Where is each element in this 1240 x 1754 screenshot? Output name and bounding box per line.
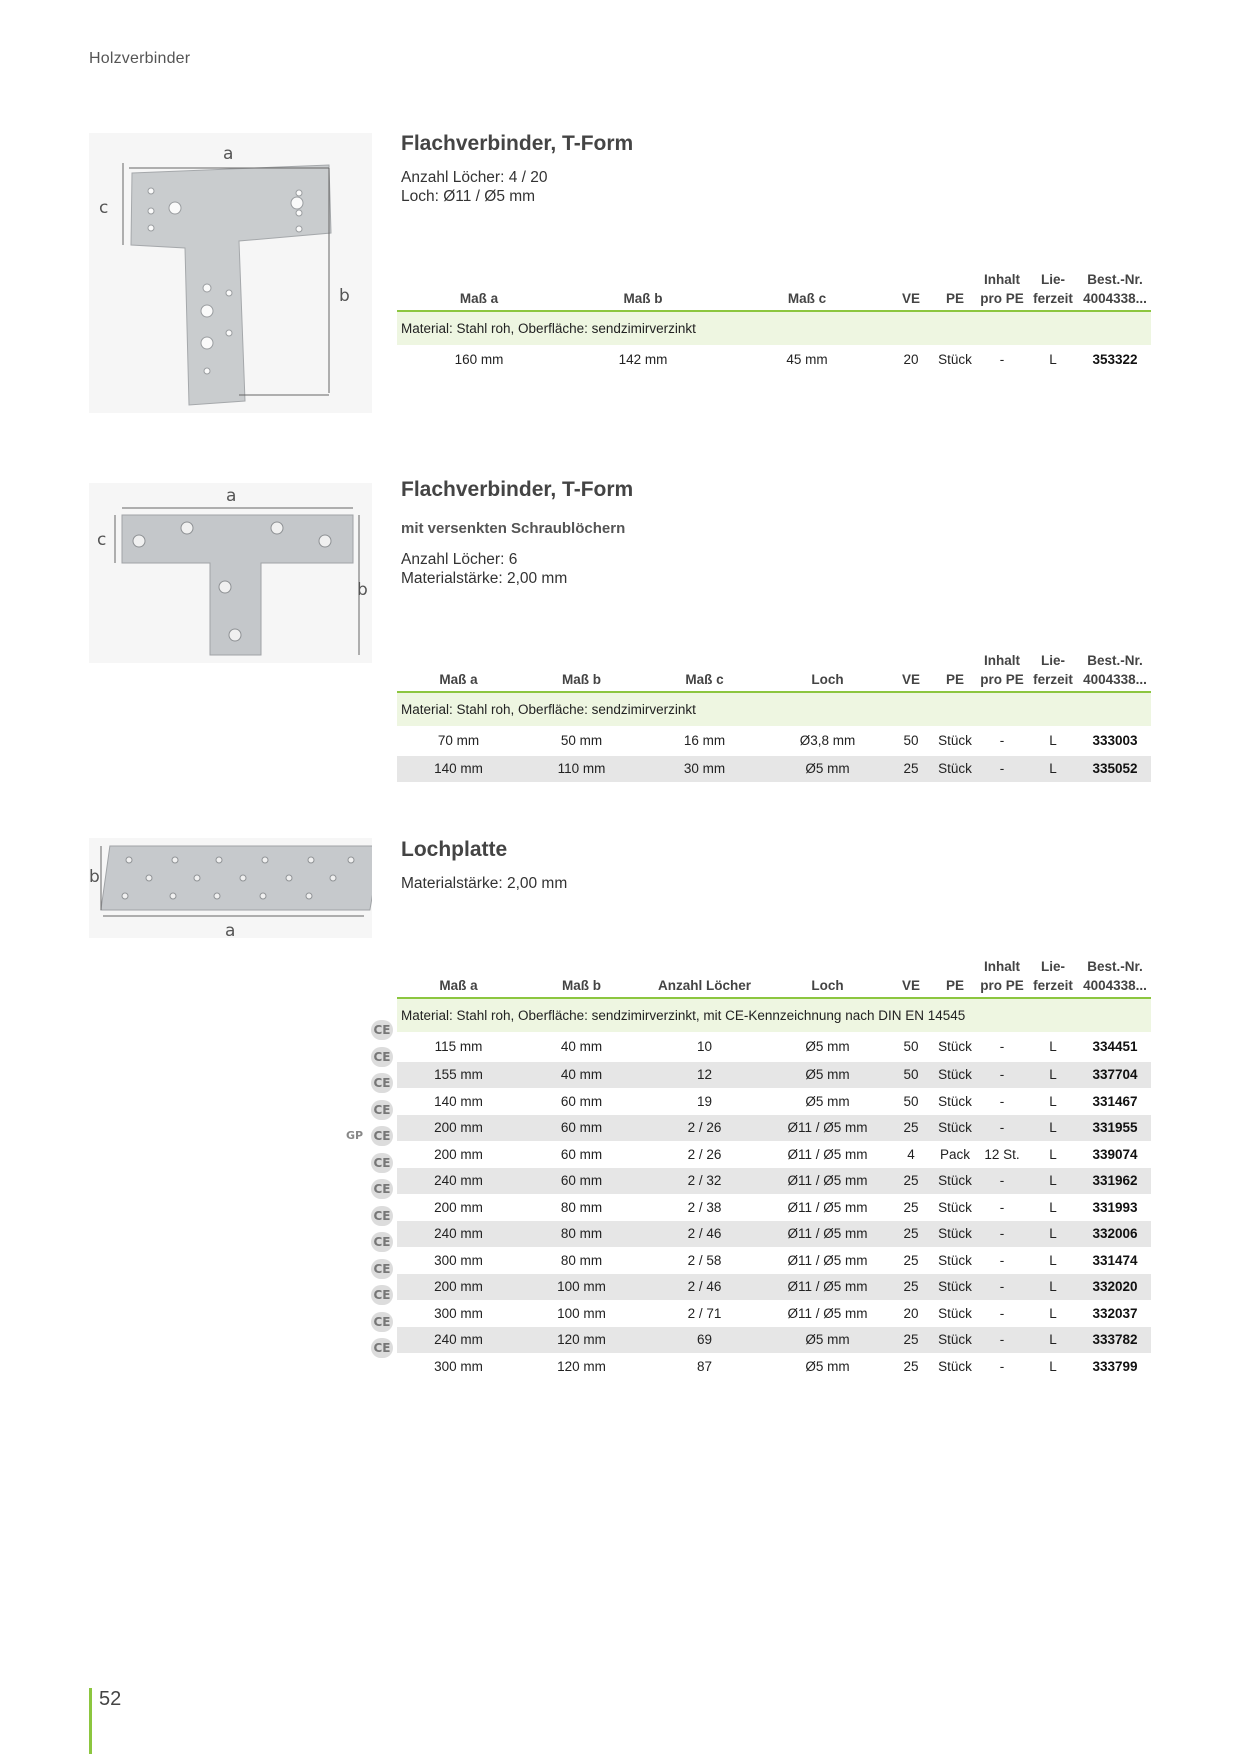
cell: -: [999, 1305, 1005, 1321]
col-header: Best.-Nr. 4004338...: [1079, 270, 1151, 311]
cell: 50: [903, 733, 919, 748]
cell: 25: [903, 1358, 919, 1374]
col-header: Maß a: [397, 270, 561, 311]
ce-mark-icon: CE: [371, 1047, 393, 1067]
cell: L: [1049, 1093, 1057, 1109]
cell: 60 mm: [560, 1146, 603, 1162]
cell: 10: [696, 1039, 713, 1054]
order-number: 331467: [1092, 1093, 1138, 1109]
col-header: Maß b: [520, 651, 643, 692]
dim-label-a: a: [223, 144, 234, 164]
col-header: Maß b: [561, 270, 725, 311]
col-header: Inhalt pro PE: [977, 270, 1027, 311]
cell: Ø11 / Ø5 mm: [766, 1221, 889, 1248]
ce-mark-icon: CE: [371, 1153, 393, 1173]
cell: 240 mm: [397, 1168, 520, 1195]
cell: 240 mm: [397, 1221, 520, 1248]
col-header: Best.-Nr. 4004338...: [1079, 651, 1151, 692]
cell: Stück: [933, 1115, 977, 1142]
cell: 87: [696, 1358, 713, 1374]
ce-mark-icon: CE: [371, 1206, 393, 1226]
cell: L: [1027, 1274, 1079, 1301]
col-header: Maß a: [397, 957, 520, 998]
order-number: 332006: [1079, 1221, 1151, 1248]
order-number: 331962: [1079, 1168, 1151, 1195]
col-header: Lie-ferzeit: [1027, 651, 1079, 692]
cell: 60 mm: [560, 1093, 603, 1109]
table-row: [397, 1088, 1151, 1115]
cell: 140 mm: [434, 1093, 483, 1109]
cell: Ø5 mm: [766, 1327, 889, 1354]
cell: 2 / 46: [643, 1274, 766, 1301]
cell: -: [999, 1039, 1005, 1054]
desc-line: Loch: Ø11 / Ø5 mm: [401, 188, 536, 205]
dim-label-a: a: [226, 486, 237, 506]
page-number: 52: [89, 1688, 121, 1754]
cell: -: [999, 1093, 1005, 1109]
table-row: [397, 1327, 1151, 1354]
material-row: Material: Stahl roh, Oberfläche: sendzimirverzinkt: [397, 692, 1151, 726]
section-description: [401, 168, 548, 206]
cell: L: [1049, 1358, 1057, 1374]
cell: 25: [903, 1199, 919, 1215]
table-row: [397, 1274, 1151, 1301]
cell: -: [977, 756, 1027, 783]
table-row: [397, 1221, 1151, 1248]
section-description: [401, 550, 567, 588]
section-title: Flachverbinder, T-Form: [401, 478, 634, 501]
t-connector-image-1: [89, 133, 372, 413]
cell: -: [999, 1199, 1005, 1215]
cell: 300 mm: [434, 1252, 483, 1268]
cell: Stück: [933, 1274, 977, 1301]
cell: 160 mm: [454, 352, 504, 367]
order-number: 335052: [1079, 756, 1151, 783]
cell: 50: [903, 1093, 919, 1109]
cell: Pack: [939, 1146, 970, 1162]
table-row: [397, 1168, 1151, 1195]
table-row: [397, 345, 1151, 375]
order-number: 332020: [1079, 1274, 1151, 1301]
spec-table: [397, 651, 1151, 782]
cell: 25: [889, 1221, 933, 1248]
cell: 45 mm: [786, 352, 828, 367]
cell: Stück: [933, 756, 977, 783]
cell: L: [1027, 1062, 1079, 1089]
cell: 100 mm: [520, 1274, 643, 1301]
cell: 25: [889, 756, 933, 783]
cell: Stück: [933, 1327, 977, 1354]
cell: 12: [643, 1062, 766, 1089]
cell: 200 mm: [434, 1146, 483, 1162]
cell: -: [999, 352, 1005, 367]
table-row: [397, 1032, 1151, 1062]
col-header: Loch: [766, 957, 889, 998]
cell: 20: [903, 352, 919, 367]
cell: Stück: [933, 1221, 977, 1248]
cell: 200 mm: [397, 1274, 520, 1301]
cell: Ø5 mm: [805, 1093, 850, 1109]
col-header: Maß c: [643, 651, 766, 692]
desc-line: Anzahl Löcher: 6: [401, 551, 518, 568]
cell: 40 mm: [520, 1062, 643, 1089]
col-header: Maß b: [520, 957, 643, 998]
cell: 120 mm: [520, 1327, 643, 1354]
cell: Ø11 / Ø5 mm: [766, 1274, 889, 1301]
cell: L: [1049, 1039, 1057, 1054]
cell: 120 mm: [557, 1358, 606, 1374]
cell: 140 mm: [397, 756, 520, 783]
ce-mark-icon: CE: [371, 1179, 393, 1199]
col-header: Lie-ferzeit: [1027, 270, 1079, 311]
table-row: [397, 1300, 1151, 1327]
dim-label-b: b: [339, 286, 350, 306]
cell: Stück: [938, 1199, 972, 1215]
cell: -: [977, 1274, 1027, 1301]
page-header: Holzverbinder: [89, 50, 191, 67]
cell: 16 mm: [683, 733, 726, 748]
ce-mark-icon: CE: [371, 1073, 393, 1093]
cell: 300 mm: [434, 1358, 483, 1374]
cell: -: [999, 1252, 1005, 1268]
cell: 50: [903, 1039, 919, 1054]
ce-mark-icon: CE: [371, 1285, 393, 1305]
cell: 20: [903, 1305, 919, 1321]
cell: 12 St.: [984, 1146, 1020, 1162]
cell: -: [977, 1327, 1027, 1354]
col-header: Maß a: [397, 651, 520, 692]
col-header: Best.-Nr. 4004338...: [1079, 957, 1151, 998]
ce-mark-icon: CE: [371, 1020, 393, 1040]
cell: 30 mm: [643, 756, 766, 783]
material-row: Material: Stahl roh, Oberfläche: sendzimirverzinkt: [397, 311, 1151, 345]
cell: 200 mm: [434, 1199, 483, 1215]
col-header: Inhalt pro PE: [977, 651, 1027, 692]
cell: 25: [889, 1327, 933, 1354]
col-header: Anzahl Löcher: [643, 957, 766, 998]
col-header: Lie-ferzeit: [1027, 957, 1079, 998]
col-header: VE: [889, 957, 933, 998]
cell: Stück: [938, 1093, 972, 1109]
table-body: [397, 1032, 1151, 1380]
table-row: [397, 1247, 1151, 1274]
ce-mark-icon: CE: [371, 1232, 393, 1252]
col-header: Maß c: [725, 270, 889, 311]
cell: Stück: [933, 1168, 977, 1195]
cell: Stück: [938, 1358, 972, 1374]
table-row: [397, 756, 1151, 783]
section-title: Flachverbinder, T-Form: [401, 132, 634, 155]
cell: 60 mm: [520, 1115, 643, 1142]
cell: Ø5 mm: [766, 756, 889, 783]
col-header: VE: [889, 651, 933, 692]
col-header: PE: [933, 651, 977, 692]
cell: 60 mm: [520, 1168, 643, 1195]
cell: Ø11 / Ø5 mm: [787, 1305, 868, 1321]
cell: 2 / 26: [687, 1146, 722, 1162]
cell: Ø5 mm: [805, 1358, 850, 1374]
ce-mark-icon: CE: [371, 1338, 393, 1358]
desc-line: Materialstärke: 2,00 mm: [401, 875, 568, 892]
cell: 2 / 38: [687, 1199, 722, 1215]
cell: -: [977, 1221, 1027, 1248]
ce-mark-icon: CE: [371, 1259, 393, 1279]
cell: Stück: [938, 352, 972, 367]
dim-label-c: c: [99, 198, 109, 218]
cell: Ø11 / Ø5 mm: [787, 1199, 868, 1215]
cell: 2 / 58: [687, 1252, 722, 1268]
cell: Ø11 / Ø5 mm: [787, 1252, 868, 1268]
cell: 300 mm: [434, 1305, 483, 1321]
table-row: [397, 726, 1151, 756]
cell: L: [1027, 1168, 1079, 1195]
cell: 2 / 46: [643, 1221, 766, 1248]
cell: 50 mm: [560, 733, 603, 748]
cell: -: [977, 1168, 1027, 1195]
cell: L: [1049, 352, 1057, 367]
cell: 2 / 32: [643, 1168, 766, 1195]
table-row: [397, 1353, 1151, 1380]
spec-table: [397, 270, 1151, 375]
cell: Stück: [938, 733, 972, 748]
cell: Ø5 mm: [805, 1039, 850, 1054]
cell: -: [977, 1062, 1027, 1089]
material-row: Material: Stahl roh, Oberfläche: sendzimirverzinkt, mit CE-Kennzeichnung nach DIN EN 14545: [397, 998, 1151, 1032]
cell: 2 / 71: [687, 1305, 722, 1321]
cell: 200 mm: [397, 1115, 520, 1142]
table-row: [397, 1141, 1151, 1168]
order-number: 332037: [1092, 1305, 1138, 1321]
order-number: 331955: [1079, 1115, 1151, 1142]
cell: L: [1027, 1221, 1079, 1248]
cell: Stück: [938, 1305, 972, 1321]
order-number: 333799: [1092, 1358, 1138, 1374]
cell: L: [1027, 756, 1079, 783]
cell: 80 mm: [560, 1252, 603, 1268]
cell: L: [1027, 1327, 1079, 1354]
cell: 40 mm: [560, 1039, 603, 1054]
cell: Ø11 / Ø5 mm: [766, 1168, 889, 1195]
section-description: [401, 874, 567, 893]
cell: L: [1049, 733, 1057, 748]
cell: L: [1049, 1305, 1057, 1321]
cell: 142 mm: [618, 352, 668, 367]
order-number: 333782: [1079, 1327, 1151, 1354]
order-number: 339074: [1092, 1146, 1138, 1162]
dim-label-a: a: [225, 921, 236, 938]
order-number: 333003: [1092, 733, 1138, 748]
t-connector-image-2: [89, 483, 372, 663]
desc-line: Anzahl Löcher: 4 / 20: [401, 169, 548, 186]
cell: 4: [907, 1146, 915, 1162]
order-number: 334451: [1092, 1039, 1138, 1054]
cell: 80 mm: [520, 1221, 643, 1248]
cell: 80 mm: [560, 1199, 603, 1215]
section-subtitle: mit versenkten Schraublöchern: [401, 520, 626, 537]
order-number: 331474: [1092, 1252, 1138, 1268]
cell: Ø5 mm: [766, 1062, 889, 1089]
cell: 240 mm: [397, 1327, 520, 1354]
col-header: Loch: [766, 651, 889, 692]
desc-line: Materialstärke: 2,00 mm: [401, 570, 568, 587]
cell: -: [999, 733, 1005, 748]
cell: 70 mm: [437, 733, 480, 748]
cell: -: [999, 1358, 1005, 1374]
ce-mark-icon: CE: [371, 1312, 393, 1332]
col-header: PE: [933, 270, 977, 311]
section-title: Lochplatte: [401, 838, 508, 861]
gp-mark-icon: GP: [346, 1129, 364, 1142]
cell: 2 / 26: [643, 1115, 766, 1142]
cell: 25: [903, 1252, 919, 1268]
cell: 25: [889, 1274, 933, 1301]
cell: Stück: [938, 1252, 972, 1268]
cell: L: [1027, 1115, 1079, 1142]
cell: Ø11 / Ø5 mm: [787, 1146, 868, 1162]
cell: 100 mm: [557, 1305, 606, 1321]
ce-mark-icon: CE: [371, 1126, 393, 1146]
order-number: 337704: [1079, 1062, 1151, 1089]
cell: Stück: [933, 1062, 977, 1089]
cell: 25: [889, 1168, 933, 1195]
dim-label-b: b: [357, 580, 368, 600]
cell: 25: [889, 1115, 933, 1142]
cell: -: [977, 1115, 1027, 1142]
cell: L: [1049, 1146, 1057, 1162]
spec-table: [397, 957, 1151, 1380]
cell: L: [1049, 1199, 1057, 1215]
dim-label-b: b: [89, 867, 100, 887]
cell: Ø3,8 mm: [799, 733, 856, 748]
cell: Stück: [938, 1039, 972, 1054]
order-number: 353322: [1092, 352, 1138, 367]
table-row: [397, 1062, 1151, 1089]
cell: 110 mm: [520, 756, 643, 783]
cell: 19: [696, 1093, 713, 1109]
table-row: [397, 1194, 1151, 1221]
cell: 50: [889, 1062, 933, 1089]
table-row: [397, 1115, 1151, 1142]
cell: L: [1049, 1252, 1057, 1268]
perforated-plate-image: [89, 838, 372, 938]
dim-label-c: c: [97, 530, 107, 550]
col-header: VE: [889, 270, 933, 311]
ce-mark-icon: CE: [371, 1100, 393, 1120]
cell: 155 mm: [397, 1062, 520, 1089]
col-header: Inhalt pro PE: [977, 957, 1027, 998]
cell: Ø11 / Ø5 mm: [766, 1115, 889, 1142]
order-number: 331993: [1092, 1199, 1138, 1215]
cell: 69: [643, 1327, 766, 1354]
col-header: PE: [933, 957, 977, 998]
cell: 115 mm: [434, 1039, 483, 1054]
